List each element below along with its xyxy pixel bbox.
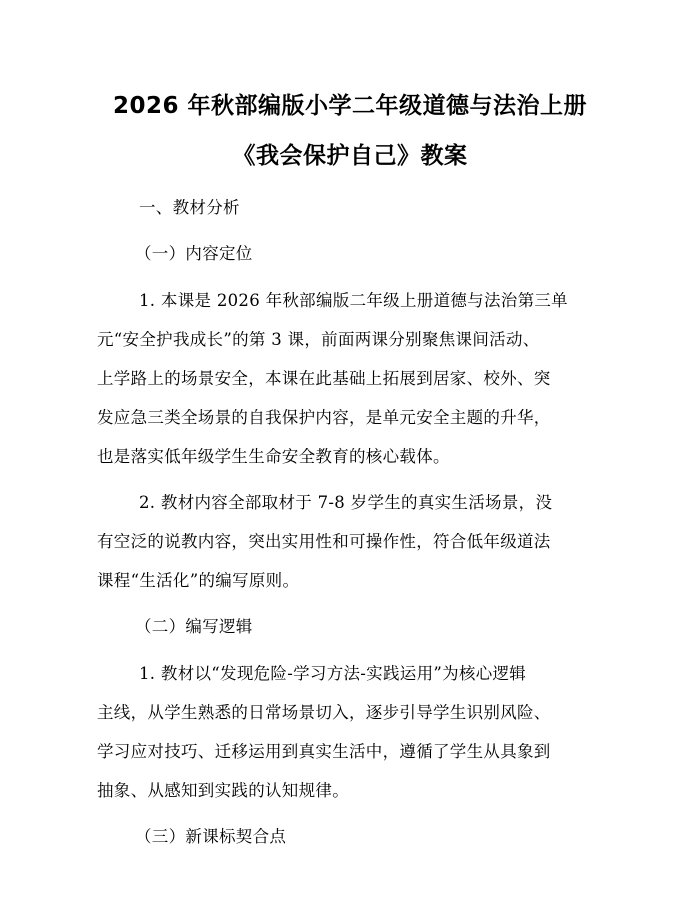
section-heading: 一、教材分析 [139, 198, 240, 217]
subsection-heading: （二）编写逻辑 [135, 617, 253, 636]
subsection-heading: （三）新课标契合点 [135, 827, 287, 846]
document-title-line-1: 2026 年秋部编版小学二年级道德与法治上册 [112, 93, 588, 119]
paragraph-line: 上学路上的场景安全，本课在此基础上拓展到居家、校外、突 [97, 369, 551, 388]
paragraph-line: 也是落实低年级学生生命安全教育的核心载体。 [97, 447, 450, 466]
paragraph-line: 2. 教材内容全部取材于 7-8 岁学生的真实生活场景，没 [139, 493, 553, 512]
paragraph-line: 1. 教材以“发现危险-学习方法-实践运用”为核心逻辑 [139, 664, 527, 683]
paragraph-line: 主线，从学生熟悉的日常场景切入，逐步引导学生识别风险、 [97, 703, 551, 722]
paragraph-line: 发应急三类全场景的自我保护内容，是单元安全主题的升华， [97, 408, 551, 427]
paragraph-line: 1. 本课是 2026 年秋部编版二年级上册道德与法治第三单 [139, 291, 568, 310]
subsection-heading: （一）内容定位 [135, 244, 253, 263]
paragraph-line: 有空泛的说教内容，突出实用性和可操作性，符合低年级道法 [97, 532, 551, 551]
paragraph-line: 元“安全护我成长”的第 3 课，前面两课分别聚焦课间活动、 [97, 330, 540, 349]
document-title-line-2: 《我会保护自己》教案 [232, 143, 468, 169]
paragraph-line: 抽象、从感知到实践的认知规律。 [97, 781, 349, 800]
paragraph-line: 课程“生活化”的编写原则。 [97, 571, 300, 590]
paragraph-line: 学习应对技巧、迁移运用到真实生活中，遵循了学生从具象到 [97, 742, 551, 761]
